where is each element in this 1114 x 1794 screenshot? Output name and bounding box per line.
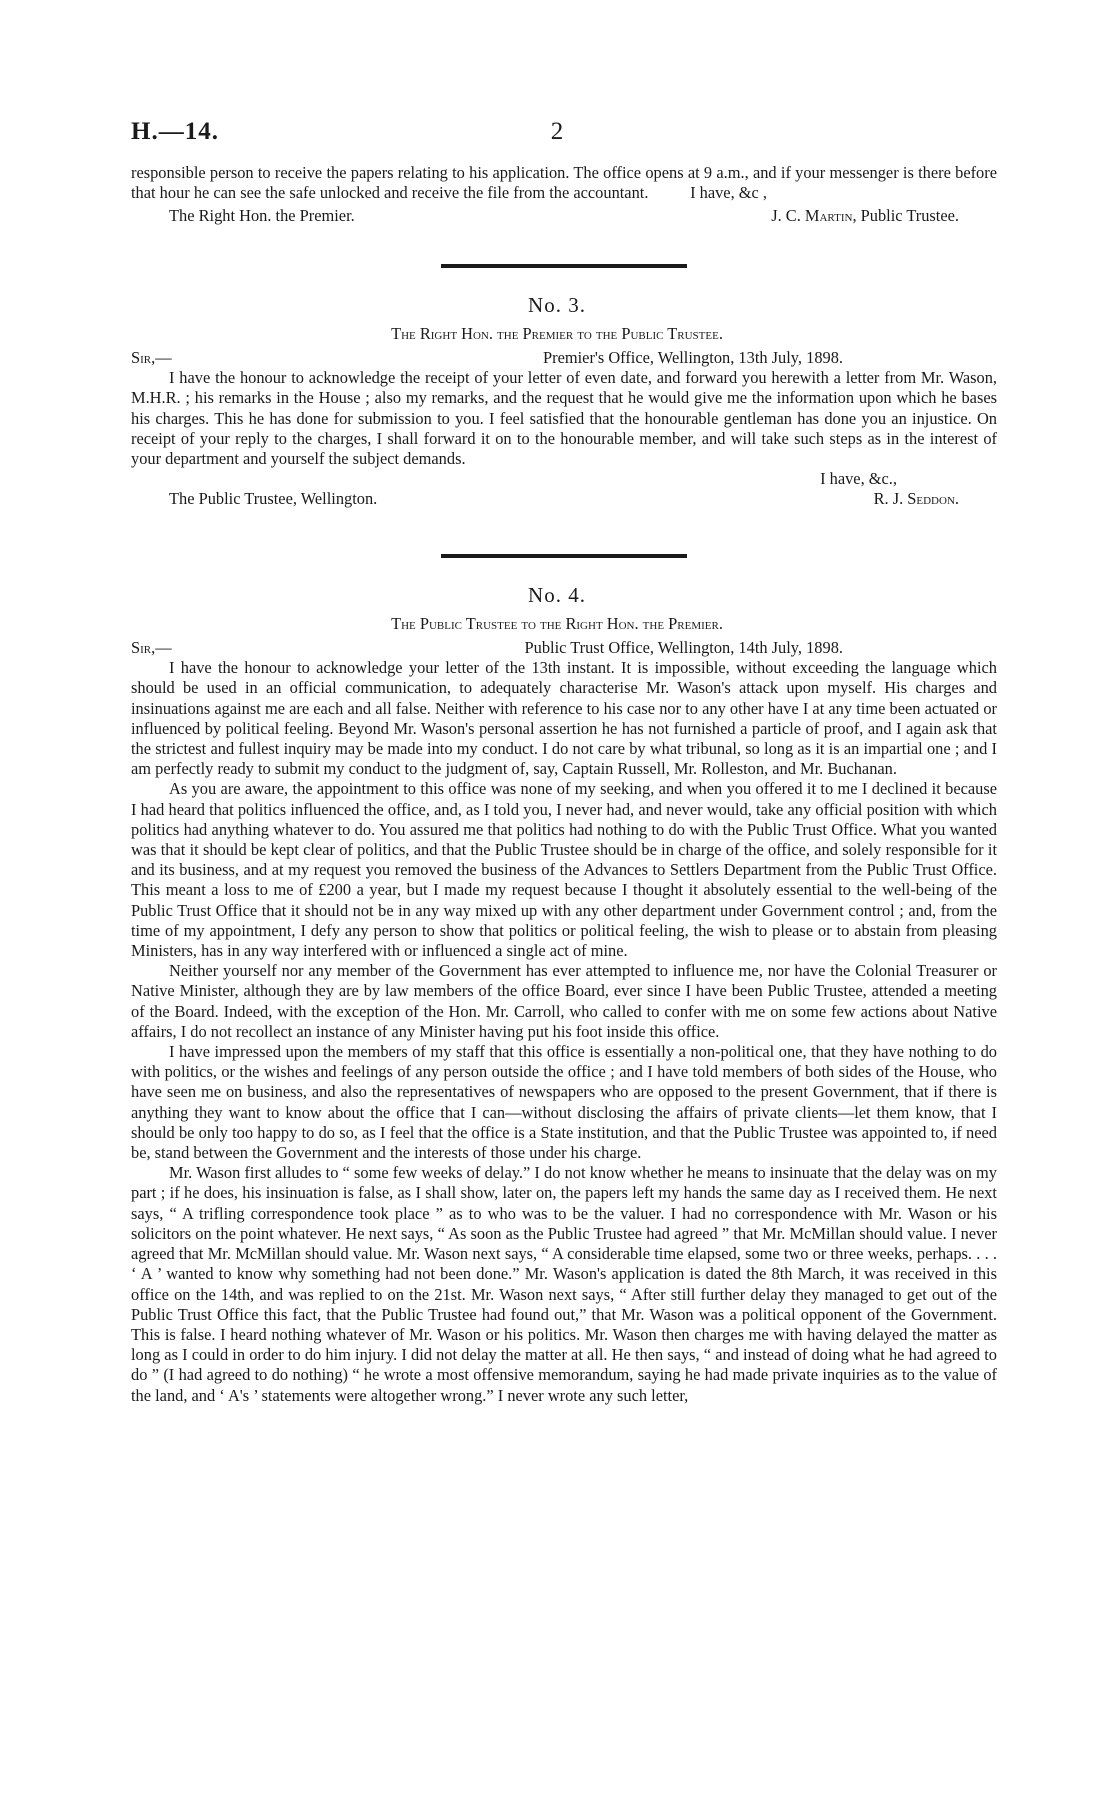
letter-3-body: I have the honour to acknowledge the receipt of your letter of even date, and forward you herewith a letter from Mr. Wason, M.H.R. ; his remarks in the House ; also my remarks, and the request that he would give me the information upon which he bases his charges. This he has done for submission to you. I feel satisfied that the honourable gentleman has done you an injustice. On receipt of your reply to the charges, I shall forward it on to the honourable member, and will take such steps as in the interest of your department and yourself the subject demands.: [131, 368, 997, 469]
document-reference: H.—14.: [131, 118, 219, 145]
letter-3-addressee: The Public Trustee, Wellington.: [169, 489, 378, 509]
letter-2-closing: I have, &c ,: [690, 183, 767, 203]
letter-3-subtitle: The Right Hon. the Premier to the Public Trustee.: [391, 324, 723, 343]
letter-2-signatory-title: , Public Trustee.: [852, 206, 959, 226]
letter-2-ending: [131, 163, 997, 227]
letter-2-addressee: The Right Hon. the Premier.: [169, 206, 355, 226]
letter-3-number: No. 3.: [528, 293, 586, 317]
letter-3-place-date: Premier's Office, Wellington, 13th July, 1898.: [543, 348, 843, 367]
letter-4: [131, 638, 997, 1406]
letter-4-paragraph: I have the honour to acknowledge your letter of the 13th instant. It is impossible, without exceeding the language which should be used in an official communication, to adequately characterise Mr. Wason's attack upon myself. His charges and insinuations against me are each and all false. Neither with reference to his case nor to any other have I at any time been actuated or influenced by political feeling. Beyond Mr. Wason's personal assertion he has not furnished a particle of proof, and I again ask that the strictest and fullest inquiry may be made into my conduct. I do not care by what tribunal, so long as it is an impartial one ; and I am perfectly ready to submit my conduct to the judgment of, say, Captain Russell, Mr. Rolleston, and Mr. Buchanan.: [131, 658, 997, 779]
letter-3-signoff: [131, 489, 997, 509]
section-divider-rule: [441, 264, 687, 268]
letter-2-signatory-name: J. C. Martin: [771, 206, 853, 226]
letter-4-paragraph: Mr. Wason first alludes to “ some few weeks of delay.” I do not know whether he means to insinuate that the delay was on my part ; if he does, his insinuation is false, as I shall show, later on, the papers left my hands the same day as I received them. He next says, “ A trifling correspondence took place ” as to who was to be the valuer. I had no correspondence with Mr. Wason or his solicitors on the point whatever. He next says, “ As soon as the Public Trustee had agreed ” that Mr. McMillan should value. I never agreed that Mr. McMillan should value. Mr. Wason next says, “ A considerable time elapsed, some two or three weeks, perhaps. . . . ‘ A ’ wanted to know why something had not been done.” Mr. Wason's application is dated the 8th March, it was received in this office on the 14th, and was replied to on the 21st. Mr. Wason next says, “ After still further delay they managed to get out of the Public Trust Office this fact, that the Public Trustee had found out,” that Mr. Wason was a political opponent of the Government. This is false. I heard nothing whatever of Mr. Wason or his politics. Mr. Wason then charges me with having delayed the matter as long as I could in order to do him injury. I did not delay the matter at all. He then says, “ and instead of doing what he had agreed to do ” (I had agreed to do nothing) “ he wrote a most offensive memorandum, saying he had made private inquiries as to the value of the land, and ‘ A's ’ statements were altogether wrong.” I never wrote any such letter,: [131, 1163, 997, 1405]
letter-4-salutation: Sir,—: [131, 638, 172, 657]
letter-4-number: No. 4.: [528, 583, 586, 607]
letter-2-signoff: [131, 206, 997, 226]
letter-3: [131, 348, 997, 510]
letter-4-paragraph: As you are aware, the appointment to this office was none of my seeking, and when you offered it to me I declined it because I had heard that politics influenced the office, and, as I told you, I never had, and never would, take any official position with which politics had anything whatever to do. You assured me that politics had nothing to do with the Public Trust Office. What you wanted was that it should be kept clear of politics, and that the Public Trustee should be in charge of the office, and solely responsible for it and its business, and at my request you removed the business of the Advances to Settlers Department from the Public Trust Office. This meant a loss to me of £200 a year, but I made my request because I thought it absolutely essential to the well-being of the Public Trust Office that it should not be in any way mixed up with any other department under Government control ; and, from the time of my appointment, I defy any person to show that politics or political feeling, the wish to please or to abstain from pleasing Ministers, has in any way interfered with or influenced a single act of mine.: [131, 779, 997, 961]
letter-4-paragraph: I have impressed upon the members of my staff that this office is essentially a non-political one, that they have nothing to do with politics, or the wishes and feelings of any person outside the office ; and I have told members of both sides of the House, who have seen me on business, and also the representatives of newspapers who are opposed to the present Government, that if there is anything they want to know about the office that I can—without disclosing the affairs of private clients—let them know, that I should be only too happy to do so, as I feel that the office is a State institution, and that the Public Trustee was appointed to, if need be, stand between the Government and the interests of those under his charge.: [131, 1042, 997, 1163]
letter-3-signatory: R. J. Seddon.: [873, 489, 959, 509]
letter-4-heading: [131, 638, 997, 658]
letter-2-paragraph: responsible person to receive the papers relating to his application. The office opens at 9 a.m., and if your messenger is there before that hour he can see the safe unlocked and receive the file from the accountant.: [131, 163, 997, 203]
letter-2-signature: [771, 206, 959, 226]
page-number: 2: [550, 118, 564, 145]
letter-3-salutation: Sir,—: [131, 348, 172, 367]
letter-3-heading: [131, 348, 997, 368]
letter-4-place-date: Public Trust Office, Wellington, 14th July, 1898.: [524, 638, 843, 657]
letter-4-paragraph: Neither yourself nor any member of the Government has ever attempted to influence me, nor have the Colonial Treasurer or Native Minister, although they are by law members of the office Board, ever since I have been Public Trustee, attended a meeting of the Board. Indeed, with the exception of the Hon. Mr. Carroll, who called to confer with me on some few actions about Native affairs, I do not recollect an instance of any Minister having put his foot inside this office.: [131, 961, 997, 1041]
section-divider-rule: [441, 554, 687, 558]
letter-3-closing: I have, &c.,: [820, 469, 897, 489]
letter-4-subtitle: The Public Trustee to the Right Hon. the Premier.: [391, 614, 723, 633]
